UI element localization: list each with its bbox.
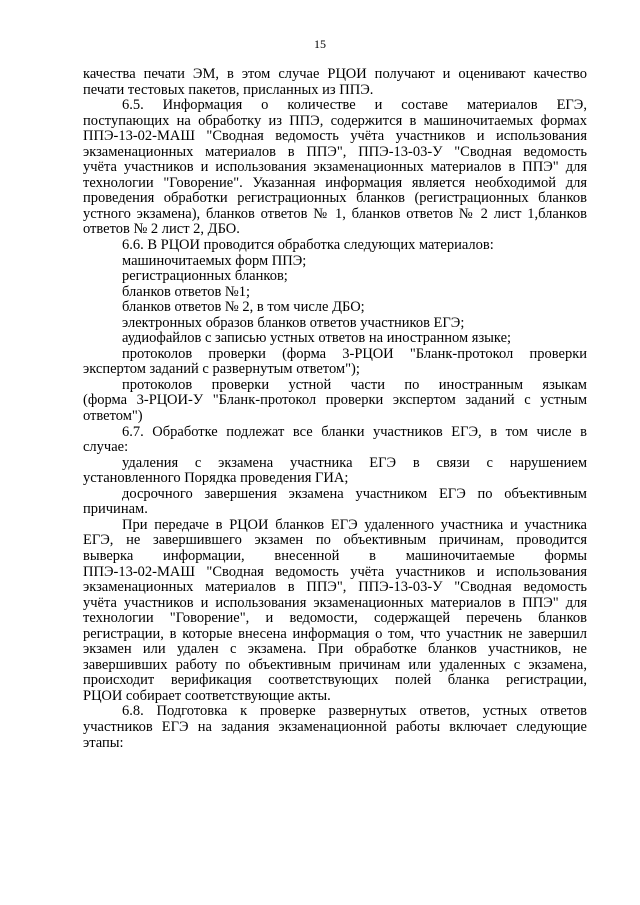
text-line: 6.6. В РЦОИ проводится обработка следующих материалов: (122, 237, 494, 254)
text-line: ответом") (83, 408, 143, 425)
text-line: печати тестовых пакетов, присланных из ППЭ. (83, 81, 374, 98)
text-line: экзамен или удален с экзамена. При обработке бланков участников, не (83, 641, 587, 658)
text-line: бланков ответов №1; (122, 283, 251, 300)
text-line: проведения обработки регистрационных бланков (регистрационных бланков (83, 190, 587, 207)
text-line: выверка информации, внесенной в машиночитаемые формы (83, 547, 587, 564)
text-line: ППЭ-13-02-МАШ "Сводная ведомость учёта участников и использования (83, 563, 587, 580)
text-line: 6.5. Информация о количестве и составе материалов ЕГЭ, (122, 97, 587, 114)
text-line: протоколов проверки (форма 3-РЦОИ "Бланк-протокол проверки (122, 345, 587, 362)
text-line: технологии "Говорение", и ведомости, содержащей перечень бланков (83, 610, 587, 627)
text-line: участников ЕГЭ на задания экзаменационной работы включает следующие (83, 718, 587, 735)
text-line: регистрационных бланков; (122, 268, 288, 285)
text-line: экзаменационных материалов в ППЭ", ППЭ-13-03-У "Сводная ведомость (83, 143, 587, 160)
text-line: случае: (83, 439, 129, 456)
text-line: технологии "Говорение". Указанная информация является необходимой для (83, 174, 587, 191)
text-line: качества печати ЭМ, в этом случае РЦОИ получают и оценивают качество (83, 66, 587, 82)
text-line: РЦОИ собирает соответствующие акты. (83, 687, 331, 704)
text-line: учёта участников и использования экзаменационных материалов в ППЭ" для (83, 594, 587, 611)
text-line: этапы: (83, 734, 124, 751)
text-line: экзаменационных материалов в ППЭ", ППЭ-13-03-У "Сводная ведомость (83, 579, 587, 596)
text-line: происходит верификация соответствующих полей бланка регистрации, (83, 672, 587, 689)
text-line: 6.8. Подготовка к проверке развернутых ответов, устных ответов (122, 703, 587, 720)
document-body (83, 67, 587, 751)
text-line: ответов № 2 лист 2, ДБО. (83, 221, 240, 238)
text-line: поступающих на обработку из ППЭ, содержится в машиночитаемых формах (83, 112, 587, 129)
text-line: ЕГЭ, не завершившего экзамен по объективным причинам, проводится (83, 532, 587, 549)
text-line: При передаче в РЦОИ бланков ЕГЭ удаленного участника и участника (122, 516, 587, 533)
text-line: причинам. (83, 501, 148, 518)
text-line: протоколов проверки устной части по иностранным языкам (122, 376, 587, 393)
text-line: машиночитаемых форм ППЭ; (122, 252, 307, 269)
text-line: учёта участников и использования экзаменационных материалов в ППЭ" для (83, 159, 587, 176)
text-line: досрочного завершения экзамена участником ЕГЭ по объективным (122, 485, 587, 502)
text-line: экспертом заданий с развернутым ответом"); (83, 361, 360, 378)
text-line: завершивших работу по объективным причинам или удаленных с экзамена, (83, 656, 587, 673)
text-line: аудиофайлов с записью устных ответов на иностранном языке; (122, 330, 512, 347)
page-number: 15 (314, 37, 326, 51)
text-line: устного экзамена), бланков ответов № 1, бланков ответов № 2 лист 1,бланков (83, 205, 587, 222)
text-line: ППЭ-13-02-МАШ "Сводная ведомость учёта участников и использования (83, 128, 587, 145)
text-line: регистрации, в которые внесена информация о том, что участник не завершил (83, 625, 587, 642)
text-line: электронных образов бланков ответов участников ЕГЭ; (122, 314, 465, 331)
text-line: (форма 3-РЦОИ-У "Бланк-протокол проверки экспертом заданий с устным (83, 392, 587, 409)
text-line: 6.7. Обработке подлежат все бланки участников ЕГЭ, в том числе в (122, 423, 587, 440)
text-line: удаления с экзамена участника ЕГЭ в связи с нарушением (122, 454, 587, 471)
text-line: установленного Порядка проведения ГИА; (83, 470, 349, 487)
text-line: бланков ответов № 2, в том числе ДБО; (122, 299, 365, 316)
